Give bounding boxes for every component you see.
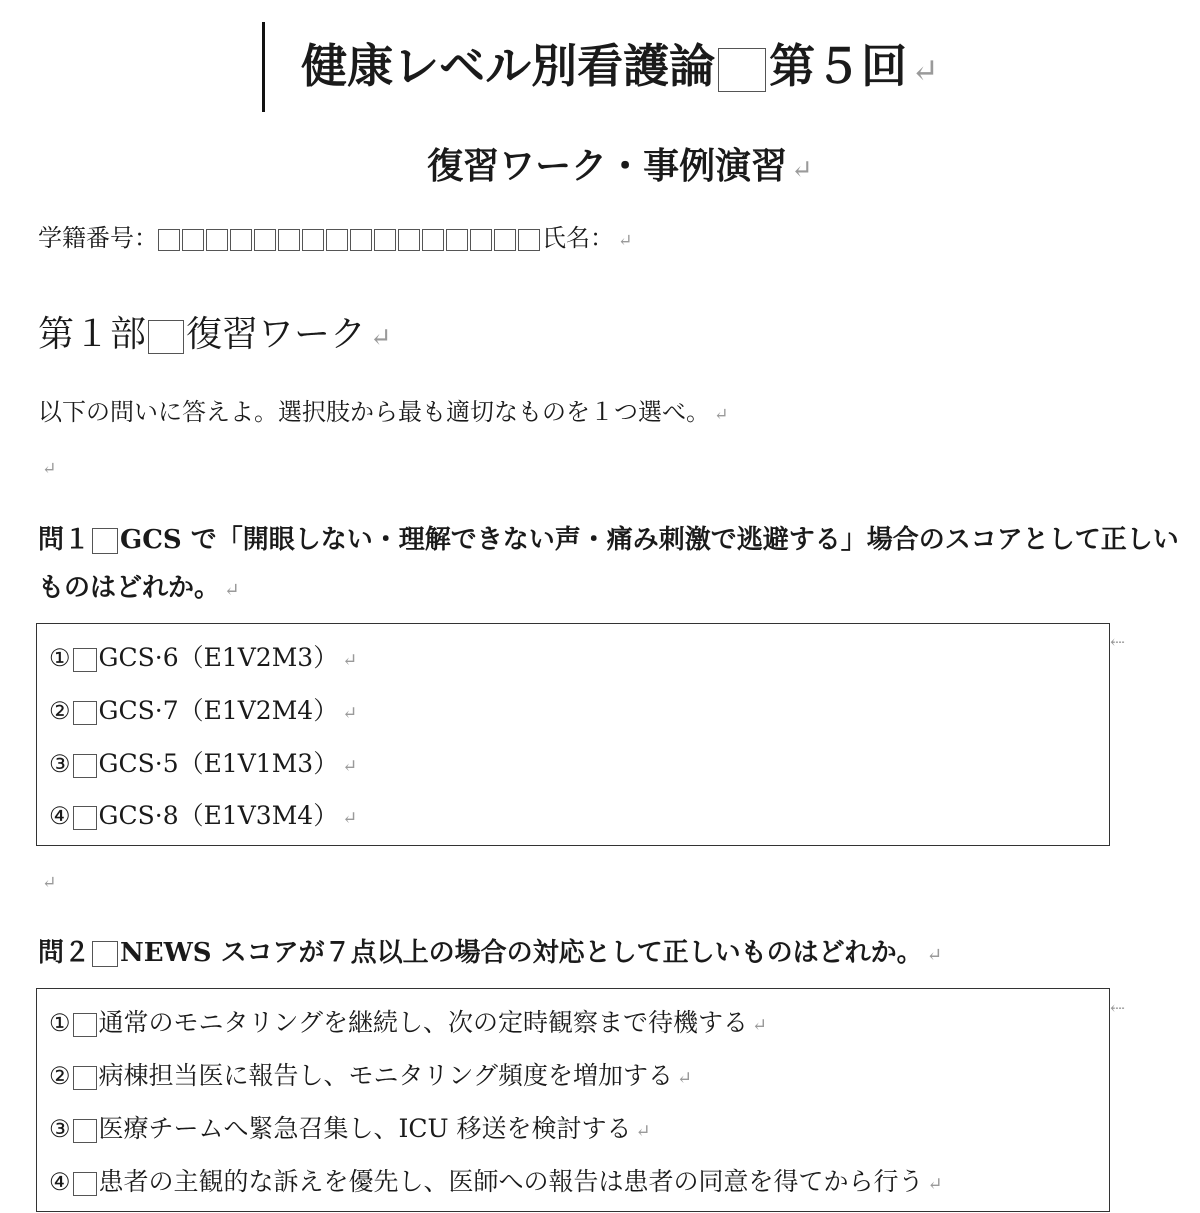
paragraph-mark: ↵ <box>342 756 358 777</box>
question-2-choices-box <box>36 988 1110 1212</box>
choice-4 <box>49 796 357 832</box>
paragraph-mark: ↵ <box>342 650 358 671</box>
paragraph-mark: ↵ <box>42 873 57 893</box>
choice-1 <box>49 638 357 674</box>
question-1-text: GCS で「開眼しない・理解できない声・痛み刺激で逃避する」場合のスコアとして正しいものはどれか。 <box>38 525 1179 603</box>
blank-box <box>374 229 396 251</box>
choice-text: 患者の主観的な訴えを優先し、医師への報告は患者の同意を得てから行う <box>98 1167 924 1196</box>
blank-box <box>206 229 228 251</box>
paragraph-mark: ↵ <box>791 155 813 185</box>
choice-3 <box>49 1109 651 1145</box>
title-session: 第５回 <box>769 39 908 93</box>
choice-number: ① <box>49 644 71 672</box>
choice-text: GCS·8（E1V3M4） <box>98 801 339 830</box>
title-text: 健康レベル別看護論 <box>301 39 716 93</box>
part1-heading <box>38 306 392 357</box>
paragraph-mark: ↵ <box>224 580 240 601</box>
question-2-text: NEWS スコアが７点以上の場合の対応として正しいものはどれか。 <box>120 938 923 968</box>
blank-box <box>278 229 300 251</box>
blank-box <box>494 229 516 251</box>
part1-instruction <box>38 392 728 427</box>
question-1-choices-box <box>36 623 1110 846</box>
space-mark <box>73 701 97 725</box>
subtitle-text: 復習ワーク・事例演習 <box>427 145 788 187</box>
blank-box <box>230 229 252 251</box>
choice-number: ② <box>49 697 71 725</box>
blank-box <box>182 229 204 251</box>
choice-text: 通常のモニタリングを継続し、次の定時観察まで待機する <box>98 1008 749 1037</box>
paragraph-mark: ↵ <box>927 1174 943 1195</box>
paragraph-mark: ↵ <box>677 1068 693 1089</box>
space-mark <box>73 1013 97 1037</box>
choice-2 <box>49 691 357 727</box>
choice-number: ① <box>49 1009 71 1037</box>
choice-4 <box>49 1162 943 1198</box>
paragraph-mark: ↵ <box>635 1121 651 1142</box>
space-mark <box>73 1172 97 1196</box>
choice-number: ③ <box>49 1115 71 1143</box>
choice-text: GCS·6（E1V2M3） <box>98 643 339 672</box>
student-id-blanks <box>158 224 542 252</box>
question-1-number: 問１ <box>38 525 91 555</box>
empty-paragraph <box>38 452 56 480</box>
blank-box <box>158 229 180 251</box>
part1-heading-text: 復習ワーク <box>186 314 367 355</box>
paragraph-mark: ↵ <box>342 703 358 724</box>
space-mark <box>73 1066 97 1090</box>
choice-3 <box>49 744 357 780</box>
question-2 <box>38 932 942 969</box>
space-mark <box>718 48 766 92</box>
document-title <box>0 30 1200 96</box>
empty-paragraph <box>38 866 56 894</box>
question-2-number: 問２ <box>38 938 91 968</box>
paragraph-mark: ↵ <box>714 405 729 425</box>
instruction-text: 以下の問いに答えよ。選択肢から最も適切なものを１つ選べ。 <box>38 398 710 426</box>
space-mark <box>148 320 184 354</box>
cell-end-mark: ⇠ <box>1110 998 1126 1019</box>
document-subtitle <box>0 138 1200 189</box>
choice-number: ④ <box>49 1168 71 1196</box>
paragraph-mark: ↵ <box>926 945 943 966</box>
space-mark <box>73 648 97 672</box>
blank-box <box>518 229 540 251</box>
choice-number: ② <box>49 1062 71 1090</box>
part1-heading-prefix: 第１部 <box>38 314 147 355</box>
blank-box <box>302 229 324 251</box>
paragraph-mark: ↵ <box>342 808 358 829</box>
space-mark <box>73 806 97 830</box>
blank-box <box>446 229 468 251</box>
cell-end-mark: ⇠ <box>1110 632 1126 653</box>
blank-box <box>422 229 444 251</box>
choice-text: GCS·7（E1V2M4） <box>98 696 339 725</box>
student-info-line <box>38 218 632 253</box>
paragraph-mark: ↵ <box>370 323 392 353</box>
space-mark <box>92 941 118 967</box>
blank-box <box>326 229 348 251</box>
choice-1 <box>49 1003 767 1039</box>
blank-box <box>398 229 420 251</box>
paragraph-mark: ↵ <box>42 459 57 479</box>
question-1 <box>38 516 1188 615</box>
name-label: 氏名： <box>542 224 614 252</box>
paragraph-mark: ↵ <box>618 231 633 251</box>
choice-number: ③ <box>49 750 71 778</box>
choice-text: GCS·5（E1V1M3） <box>98 749 339 778</box>
student-id-label: 学籍番号： <box>38 224 158 252</box>
blank-box <box>254 229 276 251</box>
space-mark <box>73 754 97 778</box>
choice-text: 病棟担当医に報告し、モニタリング頻度を増加する <box>98 1061 674 1090</box>
blank-box <box>350 229 372 251</box>
space-mark <box>92 528 118 554</box>
blank-box <box>470 229 492 251</box>
paragraph-mark: ↵ <box>752 1015 768 1036</box>
choice-text: 医療チームへ緊急召集し、ICU 移送を検討する <box>98 1114 632 1143</box>
paragraph-mark: ↵ <box>911 51 939 90</box>
choice-2 <box>49 1056 692 1092</box>
choice-number: ④ <box>49 802 71 830</box>
space-mark <box>73 1119 97 1143</box>
